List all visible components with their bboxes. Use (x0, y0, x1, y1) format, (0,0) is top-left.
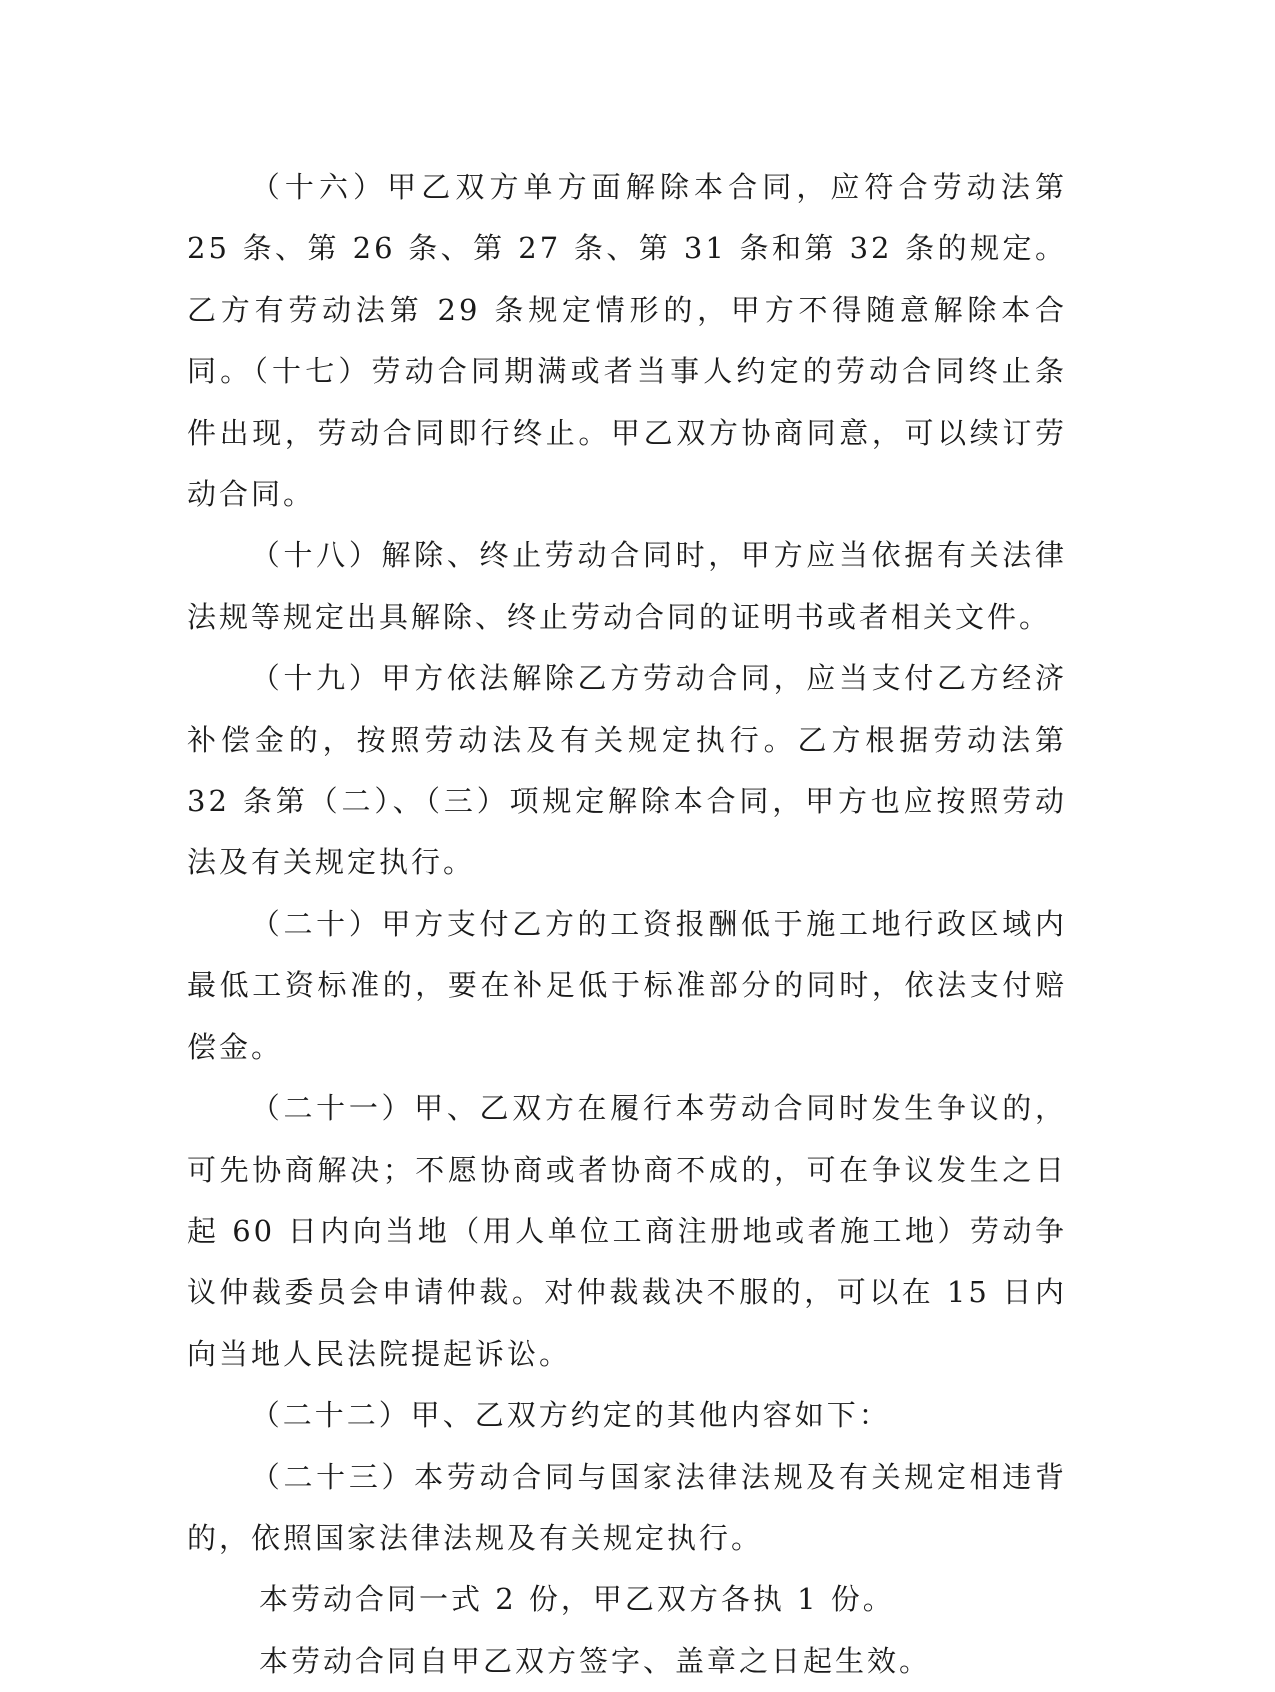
paragraph-clause-23: （二十三）本劳动合同与国家法律法规及有关规定相违背的，依照国家法律法规及有关规定执行。 (187, 1459, 1067, 1555)
paragraph-clause-21: （二十一）甲、乙双方在履行本劳动合同时发生争议的，可先协商解决；不愿协商或者协商不成的，可在争议发生之日起 60 日内向当地（用人单位工商注册地或者施工地）劳动争议仲裁委员会申请仲裁。对仲裁裁决不服的，可以在 15 日内向当地人民法院提起诉讼。 (187, 1091, 1067, 1371)
paragraph-clause-20: （二十）甲方支付乙方的工资报酬低于施工地行政区域内最低工资标准的，要在补足低于标准部分的同时，依法支付赔偿金。 (187, 906, 1067, 1064)
closing-effective: 本劳动合同自甲乙双方签字、盖章之日起生效。 (259, 1643, 932, 1678)
paragraph-clause-16-17: （十六）甲乙双方单方面解除本合同，应符合劳动法第 25 条、第 26 条、第 27 条、第 31 条和第 32 条的规定。乙方有劳动法第 29 条规定情形的，甲方不得随意解除本合同。（十七）劳动合同期满或者当事人约定的劳动合同终止条件出现，劳动合同即行终止。甲乙双方协商同意，可以续订劳动合同。 (187, 170, 1067, 512)
paragraph-clause-22: （二十二）甲、乙双方约定的其他内容如下： (250, 1398, 891, 1433)
closing-copies: 本劳动合同一式 2 份，甲乙双方各执 1 份。 (259, 1582, 895, 1617)
paragraph-clause-19: （十九）甲方依法解除乙方劳动合同，应当支付乙方经济补偿金的，按照劳动法及有关规定执行。乙方根据劳动法第 32 条第（二）、（三）项规定解除本合同，甲方也应按照劳动法及有关规定执行。 (187, 661, 1067, 880)
document-body (187, 157, 1067, 1692)
paragraph-clause-18: （十八）解除、终止劳动合同时，甲方应当依据有关法律法规等规定出具解除、终止劳动合同的证明书或者相关文件。 (187, 538, 1067, 634)
